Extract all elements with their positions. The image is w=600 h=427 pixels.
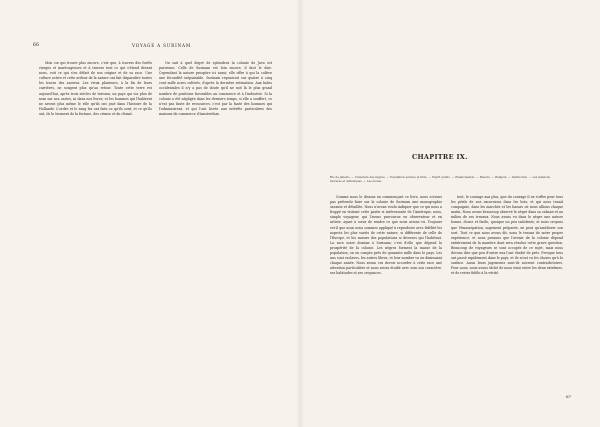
left-page-column-2	[159, 61, 272, 117]
chapter-heading	[300, 153, 600, 161]
paragraph: On sait à quel degré de splendeur la colonie de Java est parvenue. Celle de Surinam est loin encore, il faut le dire. Cependant la nature prospère ici aussi; elle offre à qui la cultive une fécondité inépuisable. Surinam reposerait sur quatre à cinq cent mille acres cultivés, d'après la dernière estimation. Aux Indes occidentales il n'y a pas de doute qu'il ne soit là le plus grand nombre de positions favorables au commerce et à l'industrie. Si la colonie a été négligée dans les derniers temps, si elle a souffert, ce n'est pas faute de ressources, c'est par la faute des hommes qui l'administrent, et qui l'ont livrée aux intérêts particuliers des maisons de commerce d'Amsterdam.	[159, 61, 272, 116]
right-page-column-1	[330, 195, 442, 277]
running-head: VOYAGE A SURINAM	[132, 43, 191, 48]
right-page-column-2	[451, 195, 563, 277]
chapter-summary: Rio de Janeiro. — Caractère des nègres. — Population esclave et libre. — Esprit public. — Émancipation. — Mœurs. — Religion. — Instruction. — Les missions moraves et catholiques. — Les écoles.	[330, 175, 550, 184]
left-page-column-1	[39, 61, 152, 117]
paragraph: Comme nous le disions en commençant ce livre, nous n'avons pas prétendu faire sur la colonie de Surinam une monographie savante et détaillée. Nous n'avons voulu indiquer que ce qui nous a frappé en visitant cette partie si intéressante de l'Amérique, nous, simple voyageur, qui l'avons parcourue en observateur et en artiste, ayant à cœur de rendre ce que nous avions vu. Toujours est-il que nous nous sommes appliqué à reproduire avec fidélité les aspects les plus variés de cette nature, si différente de celle de l'Europe, et les mœurs des populations si diverses qui l'habitent. La race noire domine à Surinam; c'est d'elle que dépend la prospérité de la colonie. Les nègres forment la masse de la population; on en compte près de quarante mille dans le pays. Les uns sont esclaves, les autres libres, et leur nombre va en diminuant chaque année. Nous avons cru devoir accorder à cette race une attention particulière et nous avons étudié avec soin son caractère, ses habitudes et ses croyances.	[330, 195, 442, 276]
paragraph: tout, le courage aux plus, que du courage il ne s'offre pour tous les périls de nos excursions dans les bois, et qui nous tenait compagnie, dans les marchés et les bazars où nous allions chaque matin. Nous avons beaucoup observé le nègre dans sa cabane et au milieu de ses travaux. Nous avons vu dans le nègre une nature bonne, douce et facile, quoique un peu indolente; et nous croyons que l'émancipation, sagement préparée, ne peut qu'améliorer son sort. Tout ce que nous avons dit, nous le tenons de notre propre expérience; et nous pensons que l'avenir de la colonie dépend entièrement de la manière dont sera résolue cette grave question. Beaucoup de voyageurs se sont occupés de ce sujet, mais nous devons dire que peu d'entre eux l'ont étudié de près. Presque tous ont passé rapidement dans le pays, et ils n'ont vu les choses qu'à la surface. Aussi leurs jugements sont-ils souvent contradictoires. Pour nous, nous avons tâché de nous tenir entre les deux extrêmes, et de rester fidèle à la vérité.	[451, 195, 563, 276]
page-gutter	[296, 0, 304, 427]
page-number-right: 67	[566, 394, 572, 399]
chapter-title: CHAPITRE IX.	[412, 153, 468, 161]
page-number-left: 66	[33, 43, 40, 48]
paragraph: Mon cœ qui trouve plus encore, c'est que, à travers des forêts vierges et marécageuses et à travers tout ce qui s'étend devant nous, voit ce qui s'en défait de son origine et de sa race. Une culture active et cette ardeur de la nature ont fait disparaître toutes les traces des anciens. Les vieux planteurs, à la fin de leurs carrières, ne songent plus qu'au retour. Toute cette terre est aujourd'hui, après trois siècles de travaux, un pays qui n'a plus de nom sur nos cartes, ni dans nos livres; et les hommes qui l'habitent ne savent plus même le rôle qu'ils ont joué dans l'histoire de la Hollande. L'ordre et le sang les ont faits ce qu'ils sont; et ce qu'ils ont, ils le tiennent de la fortune, des crimes et du climat.	[39, 61, 152, 116]
